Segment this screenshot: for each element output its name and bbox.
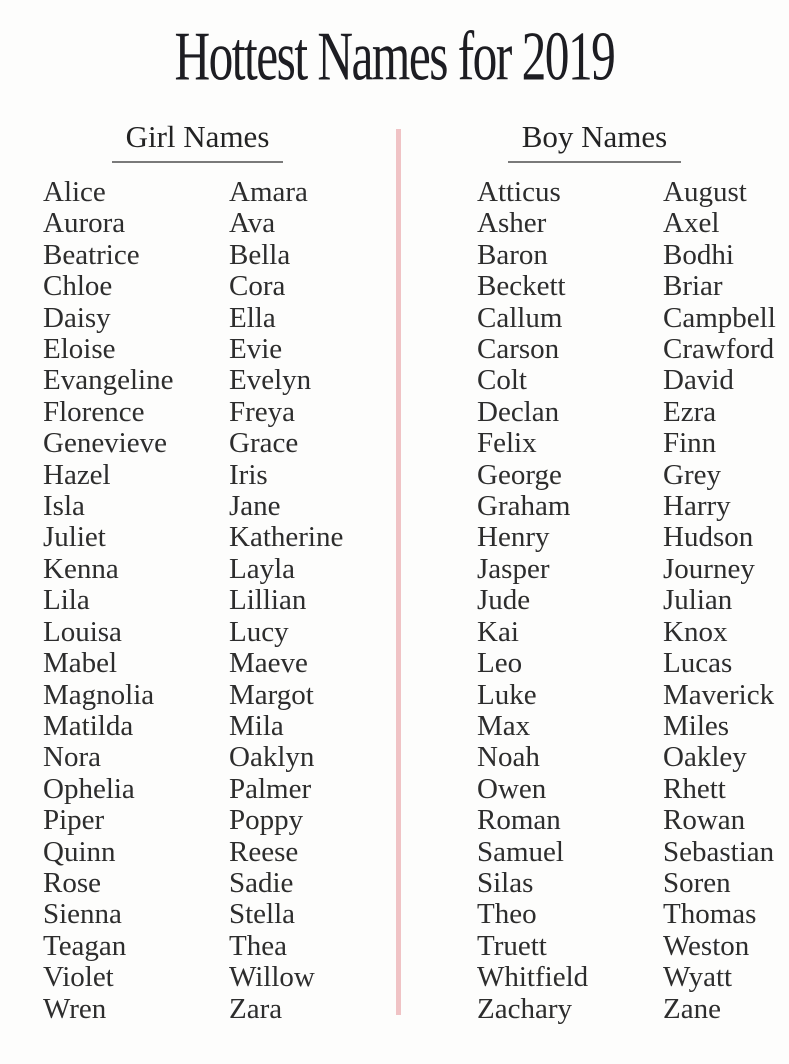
girl-names-heading: Girl Names: [112, 119, 284, 163]
name-item: Poppy: [229, 804, 304, 837]
page-title: Hottest Names for 2019: [174, 18, 615, 96]
name-item: Iris: [229, 458, 268, 491]
name-item: Knox: [663, 615, 728, 648]
name-item: Evie: [229, 333, 283, 366]
name-item: Henry: [477, 521, 550, 554]
name-item: Carson: [477, 333, 560, 366]
name-item: Finn: [663, 427, 717, 460]
name-item: Miles: [663, 709, 730, 742]
name-item: Whitfield: [477, 961, 589, 994]
name-item: Florence: [43, 395, 145, 428]
name-item: August: [663, 176, 747, 208]
name-item: Jane: [229, 490, 281, 523]
name-item: Thomas: [663, 898, 757, 931]
name-item: Freya: [229, 395, 296, 428]
name-item: Crawford: [663, 333, 775, 366]
name-item: Beckett: [477, 270, 566, 303]
name-item: Juliet: [43, 521, 106, 554]
name-item: Luke: [477, 678, 537, 711]
name-item: Grace: [229, 427, 299, 460]
name-item: Callum: [477, 301, 563, 334]
name-item: Ava: [229, 207, 276, 240]
name-item: Leo: [477, 647, 523, 680]
name-item: Hazel: [43, 458, 111, 491]
name-item: Kai: [477, 615, 519, 648]
name-item: Lillian: [229, 584, 307, 617]
name-item: Bella: [229, 238, 291, 271]
girl-names-section-header: [0, 119, 395, 163]
name-item: Quinn: [43, 835, 116, 868]
name-item: Sebastian: [663, 835, 775, 868]
name-item: Rowan: [663, 804, 746, 837]
name-item: Ezra: [663, 395, 717, 428]
name-item: Evangeline: [43, 364, 174, 397]
name-item: Jasper: [477, 552, 550, 585]
vertical-divider: [396, 129, 401, 1015]
name-item: Matilda: [43, 709, 134, 742]
name-item: Soren: [663, 866, 731, 899]
name-item: Reese: [229, 835, 299, 868]
name-item: Lucas: [663, 647, 733, 680]
name-item: Mila: [229, 709, 284, 742]
name-item: Asher: [477, 207, 547, 240]
name-item: Colt: [477, 364, 527, 397]
name-item: Willow: [229, 961, 315, 994]
name-item: David: [663, 364, 734, 397]
name-item: Palmer: [229, 772, 312, 805]
boy-names-column-2: [663, 177, 776, 1025]
name-item: Campbell: [663, 301, 776, 334]
name-item: Jude: [477, 584, 531, 617]
name-item: Alice: [43, 176, 106, 208]
girl-names-column-1: [43, 177, 173, 1025]
name-item: Briar: [663, 270, 723, 303]
name-item: Oakley: [663, 741, 747, 774]
name-item: Lila: [43, 584, 90, 617]
name-item: Louisa: [43, 615, 122, 648]
name-item: Wyatt: [663, 961, 733, 994]
boy-names-section-header: [400, 119, 789, 163]
name-item: Bodhi: [663, 238, 734, 271]
name-item: Eloise: [43, 333, 116, 366]
name-item: Silas: [477, 866, 534, 899]
name-item: Piper: [43, 804, 105, 837]
name-item: Graham: [477, 490, 571, 523]
name-item: Baron: [477, 238, 548, 271]
page-title-wrap: [0, 20, 789, 95]
name-item: Roman: [477, 804, 561, 837]
name-item: Theo: [477, 898, 537, 931]
name-item: Cora: [229, 270, 286, 303]
name-item: Lucy: [229, 615, 289, 648]
name-item: Stella: [229, 898, 296, 931]
name-item: Sienna: [43, 898, 122, 931]
name-item: Axel: [663, 207, 720, 240]
name-item: Maeve: [229, 647, 308, 680]
name-item: Rhett: [663, 772, 726, 805]
name-item: Violet: [43, 961, 114, 994]
name-item: Ophelia: [43, 772, 135, 805]
boy-names-column-1: [477, 177, 588, 1025]
name-item: Zachary: [477, 992, 572, 1025]
name-item: Mabel: [43, 647, 118, 680]
girl-names-column-2: [229, 177, 343, 1025]
name-item: Oaklyn: [229, 741, 315, 774]
name-item: Grey: [663, 458, 721, 491]
name-item: Noah: [477, 741, 540, 774]
name-item: Truett: [477, 929, 547, 962]
name-item: Owen: [477, 772, 547, 805]
name-item: Amara: [229, 176, 308, 208]
name-item: Rose: [43, 866, 101, 899]
name-item: Beatrice: [43, 238, 140, 271]
boy-names-heading: Boy Names: [508, 119, 682, 163]
name-item: Journey: [663, 552, 755, 585]
name-item: Sadie: [229, 866, 294, 899]
name-item: George: [477, 458, 562, 491]
name-item: Atticus: [477, 176, 561, 208]
name-item: Evelyn: [229, 364, 312, 397]
name-item: Margot: [229, 678, 314, 711]
name-item: Katherine: [229, 521, 344, 554]
name-item: Ella: [229, 301, 276, 334]
name-item: Felix: [477, 427, 537, 460]
name-item: Maverick: [663, 678, 775, 711]
name-item: Declan: [477, 395, 560, 428]
name-item: Aurora: [43, 207, 126, 240]
name-item: Layla: [229, 552, 296, 585]
name-item: Nora: [43, 741, 101, 774]
name-item: Chloe: [43, 270, 113, 303]
name-item: Hudson: [663, 521, 754, 554]
name-item: Kenna: [43, 552, 119, 585]
name-item: Wren: [43, 992, 107, 1025]
name-item: Max: [477, 709, 531, 742]
name-item: Magnolia: [43, 678, 155, 711]
name-item: Harry: [663, 490, 731, 523]
name-item: Julian: [663, 584, 733, 617]
name-item: Teagan: [43, 929, 127, 962]
name-item: Samuel: [477, 835, 564, 868]
name-item: Thea: [229, 929, 287, 962]
name-item: Weston: [663, 929, 750, 962]
name-item: Zane: [663, 992, 721, 1025]
name-item: Daisy: [43, 301, 111, 334]
name-item: Genevieve: [43, 427, 167, 460]
name-item: Isla: [43, 490, 85, 523]
name-item: Zara: [229, 992, 283, 1025]
